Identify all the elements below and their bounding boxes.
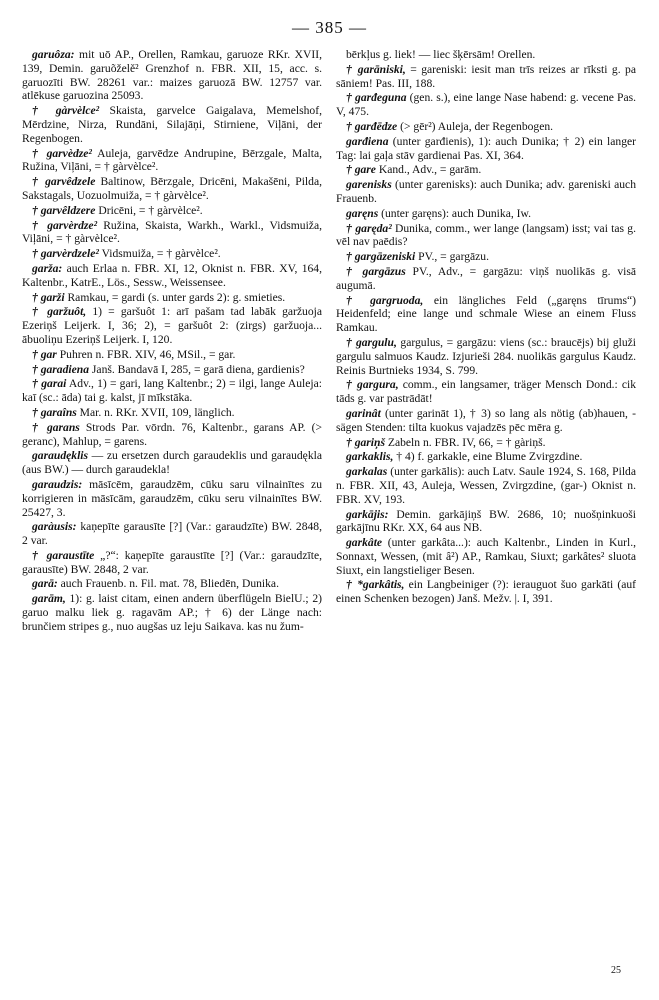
entry-lemma: † garaustīte <box>32 548 95 562</box>
entry-lemma: † gargāzus <box>346 264 406 278</box>
dictionary-entry <box>336 250 636 264</box>
entry-text: Dunika, comm., wer lange (langsam) isst; vai tas g. vēl nav paēdis? <box>336 221 636 249</box>
entry-text: = gareniski: iesit man trīs reizes ar rīksti g. pa sāniem! Pas. III, 188. <box>336 62 636 90</box>
entry-text: Ružina, Skaista, Warkh., Warkl., Vidsmuiža, Viļāni, = † gàrvèlce². <box>22 218 322 246</box>
dictionary-entry <box>22 262 322 290</box>
dictionary-entry <box>22 592 322 633</box>
entry-text: kaņepīte garausīte [?] (Var.: garaudzīte) BW. 2848, 2 var. <box>22 520 322 548</box>
entry-text: Janš. Bandavā I, 285, = garā diena, gardienis? <box>89 362 305 376</box>
entry-lemma: † garži <box>32 290 65 304</box>
entry-text: Zabeln n. FBR. IV, 66, = † gàriņš. <box>384 435 546 449</box>
entry-lemma: † garęda² <box>346 221 392 235</box>
dictionary-entry <box>22 363 322 377</box>
entry-lemma: garām, <box>32 592 66 606</box>
dictionary-entry <box>336 135 636 163</box>
left-column <box>22 48 322 635</box>
footer-mark: 25 <box>611 965 621 976</box>
dictionary-entry <box>22 175 322 203</box>
page-number: — 385 — <box>292 18 367 37</box>
dictionary-entry <box>336 163 636 177</box>
entry-text: — zu ersetzen durch garaudeklis und garaudękla (aus BW.) — durch garaudekla! <box>22 449 322 477</box>
entry-lemma: garkâte <box>346 536 383 550</box>
dictionary-entry <box>22 377 322 405</box>
dictionary-entry <box>22 549 322 577</box>
entry-text: Vidsmuiža, = † gàrvèlce². <box>98 247 221 261</box>
entry-lemma: † garđeguna <box>346 91 407 105</box>
entry-text: (unter garđienis), 1): auch Dunika; † 2) ein langer Tag: lai gaļa stāv gardienai Pas. XI, 364. <box>336 134 636 162</box>
dictionary-entry <box>22 48 322 103</box>
entry-lemma: † garadiena <box>32 362 90 376</box>
entry-lemma: † *garkâtis, <box>346 578 405 592</box>
entry-text: auch Erlaa n. FBR. XI, 12, Oknist n. FBR. XV, 164, Kaltenbr., KatrE., Lös., Sessw., Weissensee. <box>22 261 322 289</box>
entry-lemma: † garvèrdzele² <box>32 247 99 261</box>
dictionary-entry <box>336 336 636 377</box>
entry-lemma: garaudzis: <box>32 477 83 491</box>
dictionary-entry <box>336 48 636 62</box>
entry-text: PV., Adv., = gargāzu: viņš nuolikās g. visā augumā. <box>336 264 636 292</box>
entry-lemma: garkaklis, <box>346 450 394 464</box>
entry-lemma: † gargruoda, <box>346 293 424 307</box>
dictionary-entry <box>22 291 322 305</box>
entry-text: gargulus, = gargāzu: viens (sc.: braucējs) bij gluži gargulu salmuos Kaudz. Izjurieši 284. nuolikās gargulus Kaudz. Reinis Burtnieks 1934, S. 799. <box>336 335 637 377</box>
entry-lemma: † garvêldzere <box>32 203 96 217</box>
dictionary-entry <box>336 178 636 206</box>
dictionary-entry <box>336 120 636 134</box>
dictionary-entry <box>336 222 636 250</box>
entry-lemma: † garans <box>32 420 80 434</box>
dictionary-entry <box>336 465 636 506</box>
entry-lemma: † gargura, <box>346 378 399 392</box>
dictionary-entry <box>336 63 636 91</box>
entry-text: 1): g. laist citam, einen andern überflügeln BielU.; 2) garuo malku liek g. ragavām AP.; † 6) der Länge nach: brunčiem stripes g., nuo augšas uz leju Saikava. kas nu žum- <box>22 592 322 633</box>
dictionary-entry <box>336 91 636 119</box>
entry-lemma: † garai <box>32 377 67 391</box>
dictionary-entry <box>22 406 322 420</box>
dictionary-entry <box>336 265 636 293</box>
entry-lemma: † garaîns <box>32 405 77 419</box>
entry-text: Dricēni, = † gàrvèlce². <box>95 203 203 217</box>
entry-lemma: † gargāzeniski <box>346 250 416 264</box>
entry-text: (> gēr²) Auleja, der Regenbogen. <box>397 119 554 133</box>
dictionary-entry <box>22 577 322 591</box>
entry-text: Mar. n. RKr. XVII, 109, länglich. <box>76 405 235 419</box>
entry-text: 1) = garšuôt 1: arī pašam tad labāk garžuoja Ezeriņš Leijerk. I, 36; 2), = garšuôt 2: (zirgs) garžuoja... ābuoliņu Ezeriņš Leijerk. I, 120. <box>22 305 322 346</box>
entry-lemma: garenisks <box>346 178 392 192</box>
entry-text: mit uō AP., Orellen, Ramkau, garuoze RKr. XVII, 139, Demin. garuõželě² Grenzhof n. FBR. XII, 15, acc. s. garuozīti BW. 28261 var.: maizes garuozā BW. 12757 var. atlēkuse garuozina 25093. <box>22 48 322 103</box>
entry-text: bērkļus g. liek! — liec šķērsām! Orellen. <box>346 48 536 61</box>
entry-text: auch Frauenb. n. Fil. mat. 78, Bliedēn, Dunika. <box>57 577 279 591</box>
right-column <box>336 48 636 635</box>
dictionary-entry <box>22 147 322 175</box>
entry-text: comm., ein langsamer, träger Mensch Dond.: cik tāds g. var pastrādāt! <box>336 378 636 406</box>
dictionary-entry <box>22 247 322 261</box>
dictionary-entry <box>22 104 322 145</box>
dictionary-entry <box>336 450 636 464</box>
entry-text: Baltinow, Bērzgale, Dricēni, Makašēni, Pilda, Sakstagals, Uozuolmuiža, = † gàrvèlce². <box>22 175 322 202</box>
entry-text: † 4) f. garkakle, eine Blume Zvirgzdine. <box>393 450 583 464</box>
entry-lemma: garža: <box>32 261 63 275</box>
dictionary-entry <box>22 305 322 346</box>
dictionary-entry <box>22 478 322 519</box>
entry-text: (unter garināt 1), † 3) so lang als nötig (ab)hauen, -sägen Stenden: tilta kuokus vajadzēs pēc mēra g. <box>336 406 636 434</box>
dictionary-entry <box>336 378 636 406</box>
entry-lemma: garkalas <box>346 465 388 479</box>
dictionary-entry <box>336 436 636 450</box>
dictionary-entry <box>336 407 636 435</box>
entry-lemma: † garvèrdze² <box>32 218 98 232</box>
entry-lemma: garęns <box>346 206 379 220</box>
dictionary-entry <box>336 536 636 577</box>
entry-lemma: † gariņš <box>346 435 385 449</box>
dictionary-entry <box>22 204 322 218</box>
entry-lemma: † gargulu, <box>346 335 397 349</box>
entry-lemma: † garžuôt, <box>32 305 87 319</box>
dictionary-entry <box>22 219 322 247</box>
entry-lemma: garàusis: <box>32 520 77 534</box>
entry-text: (unter garenisks): auch Dunika; adv. gareniski auch Frauenb. <box>336 178 636 205</box>
dictionary-entry <box>22 520 322 548</box>
entry-lemma: garđiena <box>346 134 389 148</box>
entry-text: Auleja, garvēdze Andrupine, Bērzgale, Malta, Ružina, Viļāni, = † gàrvèlce². <box>22 146 322 174</box>
entry-text: Demin. garkājiņš BW. 2686, 10; nuošņinkuoši garkājīnu RKr. XX, 64 aus NB. <box>336 507 636 535</box>
entry-text: (unter garkâta...): auch Kaltenbr., Linden in Kurl., Sonnaxt, Wessen, (mit â²) AP., Ramkau, Siuxt; garkâtes² sluota Siuxt, ein langstieliger Besen. <box>336 536 636 577</box>
entry-text: ein Langbeiniger (?): ierauguot šuo garkāti (auf einen Schenken bezogen) Janš. Mežv. |. I, 391. <box>336 578 637 606</box>
entry-lemma: † gàrvèlce² <box>32 104 100 118</box>
dictionary-entry <box>336 578 636 606</box>
entry-text: (unter garkālis): auch Latv. Saule 1924, S. 168, Pilda n. FBR. XII, 43, Auleja, Wessen, Zvirgzdine, (gar-) Oknist n. FBR. XV, 193. <box>336 465 636 506</box>
entry-lemma: † garvêdzele <box>32 175 96 189</box>
dictionary-entry <box>336 508 636 536</box>
entry-lemma: garuôza: <box>32 48 75 61</box>
entry-text: Strods Par. vōrdn. 76, Kaltenbr., garans AP. (> geranc), Mahlup, = garens. <box>22 420 322 448</box>
entry-text: Skaista, garvelce Gaigalava, Memelshof, Mērdzine, Nirza, Rundāni, Silajāņi, Stirniene, Viļāni, der Regenbogen. <box>22 104 322 145</box>
entry-lemma: † garāniski, <box>346 62 406 76</box>
dictionary-entry <box>22 449 322 477</box>
entry-text: (gen. s.), eine lange Nase habend: g. vecene Pas. V, 475. <box>336 91 636 119</box>
entry-text: māsīcēm, garaudzēm, cūku saru vilnainītes zu korrigieren in māsīcām, garaudzēm, cūku seru vilnainītes BW. 25427, 3. <box>22 477 322 519</box>
entry-text: Adv., 1) = gari, lang Kaltenbr.; 2) = ilgi, lange Auleja: kaī (sc.: āda) tai g. kalst, jī mīkstāka. <box>22 377 322 405</box>
entry-lemma: garaudęklis <box>32 449 89 463</box>
entry-text: „?“: kaņepīte garaustīte [?] (Var.: garaudzīte, garausīte) BW. 2848, 2 var. <box>22 548 322 576</box>
dictionary-entry <box>22 421 322 449</box>
entry-lemma: † gar <box>32 347 57 361</box>
entry-lemma: garā: <box>32 577 58 591</box>
entry-text: Ramkau, = gardi (s. unter gards 2): g. smieties. <box>64 290 286 304</box>
entry-lemma: † garvèdze² <box>32 146 92 160</box>
dictionary-entry <box>336 207 636 221</box>
dictionary-entry <box>336 294 636 335</box>
entry-lemma: garinât <box>346 406 381 420</box>
entry-lemma: † garđēdze <box>346 119 398 133</box>
entry-text: Kand., Adv., = garām. <box>375 163 482 177</box>
dictionary-entry <box>22 348 322 362</box>
entry-text: (unter garęns): auch Dunika, Iw. <box>378 206 532 220</box>
entry-lemma: † gare <box>346 163 376 177</box>
entry-text: PV., = gargāzu. <box>415 250 489 264</box>
entry-text: ein längliches Feld („garęns tīrums“) Heidenfeld; eine lange und schmale Wiese an einem Fluss Ramkau. <box>336 293 636 335</box>
entry-lemma: garkājis: <box>346 507 389 521</box>
entry-text: Puhren n. FBR. XIV, 46, MSil., = gar. <box>56 347 236 361</box>
two-columns <box>22 48 637 635</box>
